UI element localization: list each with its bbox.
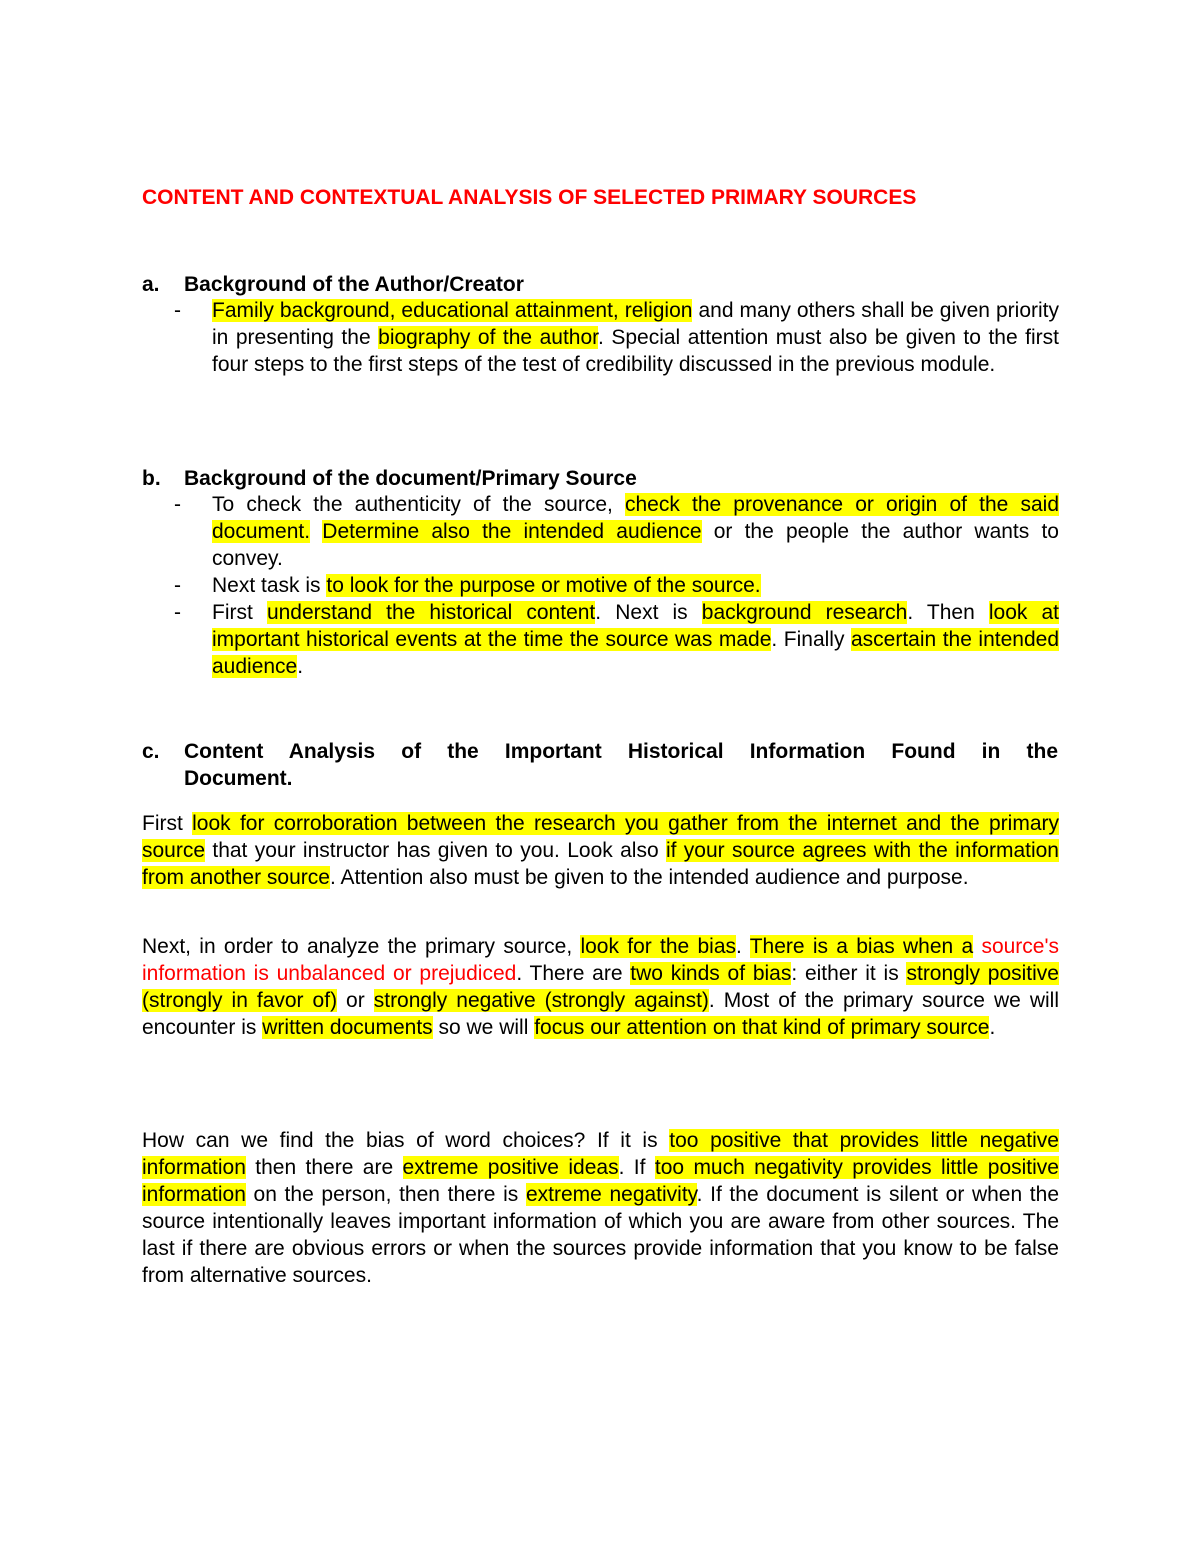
section-b-heading xyxy=(142,467,637,491)
text-run: and many others shall be given priority in presenting the xyxy=(212,299,1059,349)
text-run: Next task is xyxy=(212,574,327,597)
text-run: . There are xyxy=(516,962,631,985)
text-run: . Then xyxy=(907,601,989,624)
text-run: or xyxy=(337,989,374,1012)
highlight: two kinds of bias xyxy=(630,962,792,985)
text-run: so we will xyxy=(432,1016,535,1039)
red-text: source's information is unbalanced or prejudiced xyxy=(142,935,1059,985)
highlight: to look for the purpose or motive of the source. xyxy=(326,574,761,597)
highlight: too positive that provides little negative information xyxy=(142,1129,1059,1179)
section-b-bullet-1 xyxy=(174,491,1059,572)
text-run: . Attention also must be given to the intended audience and purpose. xyxy=(329,866,969,889)
text-run: First xyxy=(142,812,193,835)
highlight: check the provenance or origin of the said document. xyxy=(212,493,1059,543)
text-run: First xyxy=(212,601,267,624)
highlight: ascertain the intended audience xyxy=(212,628,1059,678)
highlight: Determine also the intended audience xyxy=(322,520,702,543)
section-c-letter: c. xyxy=(142,740,160,763)
section-a-letter: a. xyxy=(142,273,160,296)
text-run: . Most of the primary source we will encounter is xyxy=(142,989,1059,1039)
bullet-dash: - xyxy=(174,574,181,597)
text-run: : either it is xyxy=(791,962,907,985)
section-b-bullet-3 xyxy=(174,599,1059,680)
text-run: . Next is xyxy=(595,601,702,624)
bullet-dash: - xyxy=(174,299,181,322)
section-c-title-line-1: Content Analysis of the Important Historical Information Found in the xyxy=(184,740,1058,763)
text-run xyxy=(310,520,322,543)
highlight: biography of the author xyxy=(378,326,598,349)
section-b-title: Background of the document/Primary Source xyxy=(184,467,637,490)
paragraph-word-choices xyxy=(142,1127,1059,1289)
highlight: strongly positive (strongly in favor of) xyxy=(142,962,1059,1012)
section-b-letter: b. xyxy=(142,467,161,490)
paragraph-corroboration xyxy=(142,810,1059,891)
highlight: background research xyxy=(701,601,908,624)
section-a-bullet xyxy=(174,297,1059,378)
bullet-dash: - xyxy=(174,601,181,624)
highlight: too much negativity provides little positive information xyxy=(142,1156,1059,1206)
text-run: or the people the author wants to convey. xyxy=(212,520,1059,570)
highlight: strongly negative (strongly against) xyxy=(373,989,709,1012)
section-a-heading xyxy=(142,273,524,297)
bullet-text xyxy=(212,491,1059,572)
document-title: CONTENT AND CONTEXTUAL ANALYSIS OF SELECTED PRIMARY SOURCES xyxy=(142,186,917,209)
highlight: written documents xyxy=(262,1016,433,1039)
text-run: that your instructor has given to you. Look also xyxy=(205,839,666,862)
text-run: . Special attention must also be given to the first four steps to the first steps of the test of credibility discussed in the previous module. xyxy=(212,326,1059,376)
section-b-bullet-2 xyxy=(174,572,1059,599)
highlight: focus our attention on that kind of primary source xyxy=(534,1016,990,1039)
highlight: look at important historical events at the time the source was made xyxy=(212,601,1060,651)
section-c-title-line-2: Document. xyxy=(184,767,293,790)
section-a-title: Background of the Author/Creator xyxy=(184,273,524,296)
text-run: How can we find the bias of word choices? If it is xyxy=(142,1129,670,1152)
text-run: on the person, then there is xyxy=(245,1183,526,1206)
bullet-dash: - xyxy=(174,493,181,516)
bullet-text xyxy=(212,599,1059,680)
paragraph-bias xyxy=(142,933,1059,1041)
text-run: . xyxy=(989,1016,996,1039)
highlight: There is a bias when a xyxy=(749,935,974,958)
highlight: understand the historical content xyxy=(266,601,596,624)
text-run: . xyxy=(297,655,304,678)
text-run: . Finally xyxy=(771,628,851,651)
text-run: Next, in order to analyze the primary source, xyxy=(142,935,581,958)
section-c-heading xyxy=(142,738,1058,792)
bullet-text xyxy=(212,572,1059,599)
text-run: . If the document is silent or when the source intentionally leaves important information of which you are aware from other sources. The last if there are obvious errors or when the sources provide information that you know to be false from alternative sources. xyxy=(142,1183,1060,1287)
highlight: look for the bias xyxy=(580,935,736,958)
text-run: . If xyxy=(618,1156,655,1179)
highlight: if your source agrees with the information from another source xyxy=(142,839,1059,889)
bullet-text xyxy=(212,297,1059,378)
highlight: extreme negativity xyxy=(525,1183,697,1206)
text-run: . xyxy=(736,935,750,958)
highlight: look for corroboration between the research you gather from the internet and the primary source xyxy=(142,812,1059,862)
text-run: To check the authenticity of the source, xyxy=(212,493,625,516)
text-run: then there are xyxy=(245,1156,403,1179)
highlight: extreme positive ideas xyxy=(402,1156,619,1179)
highlight: Family background, educational attainment, religion xyxy=(212,299,693,322)
